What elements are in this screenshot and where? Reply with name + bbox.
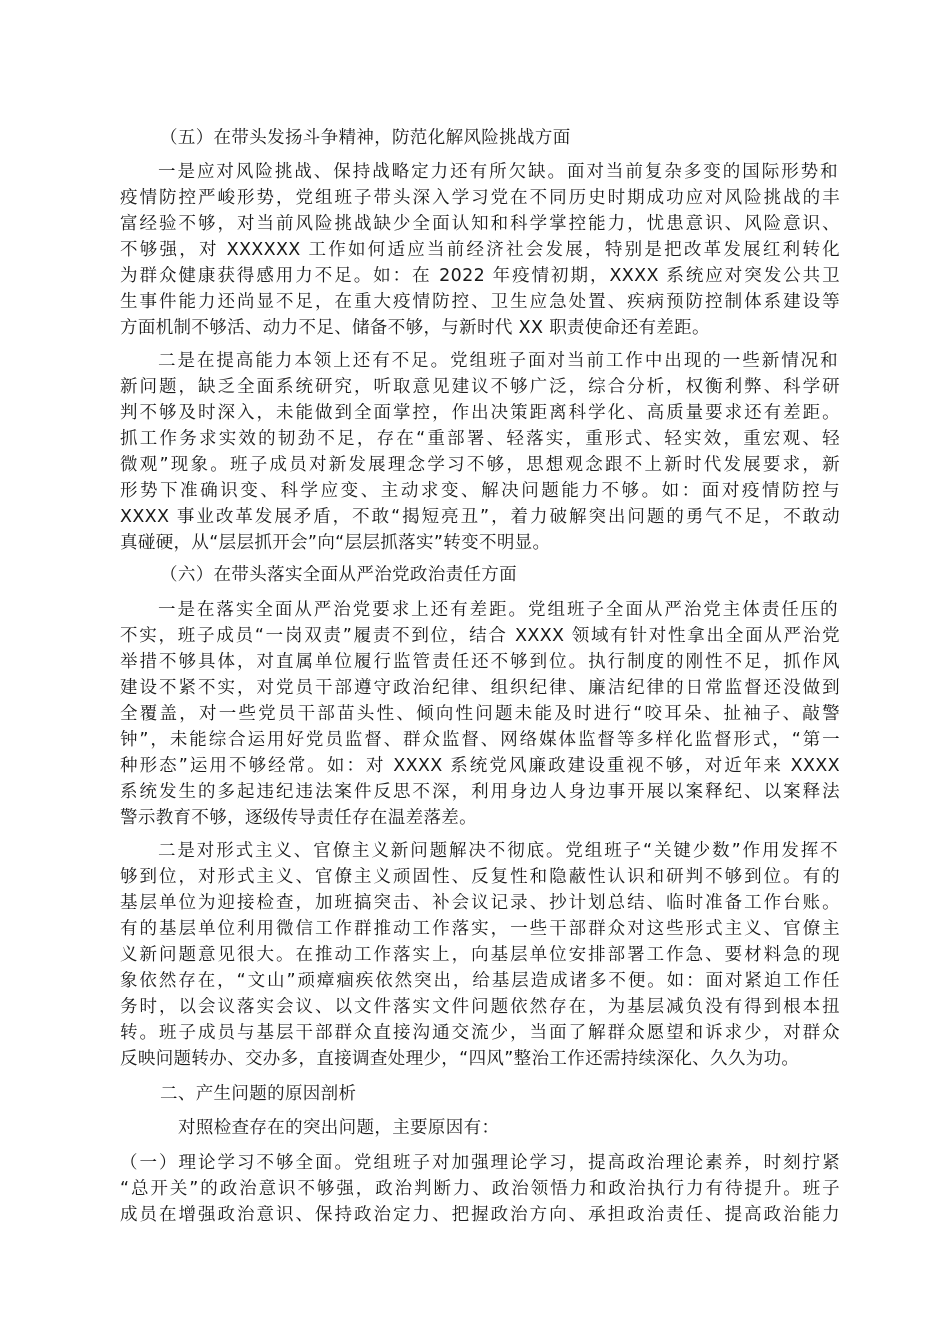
- paragraph-line: （一）理论学习不够全面。党组班子对加强理论学习，提高政治理论素养，时刻拧紧: [120, 1153, 840, 1173]
- paragraph-line: 反映问题转办、交办多，直接调查处理少，“四风”整治工作还需持续深化、久久为功。: [120, 1049, 800, 1069]
- paragraph-line: 真碰硬，从“层层抓开会”向“层层抓落实”转变不明显。: [120, 533, 551, 553]
- paragraph-line: 有的基层单位利用微信工作群推动工作落实，一些干部群众对这些形式主义、官僚主: [120, 919, 840, 939]
- paragraph-line: 判不够及时深入，未能做到全面掌控，作出决策距离科学化、高质量要求还有差距。: [120, 403, 840, 423]
- paragraph-line: 生事件能力还尚显不足，在重大疫情防控、卫生应急处置、疾病预防控制体系建设等: [120, 292, 840, 312]
- paragraph-line: 成员在增强政治意识、保持政治定力、把握政治方向、承担政治责任、提高政治能力: [120, 1205, 840, 1225]
- paragraph-line: 微观”现象。班子成员对新发展理念学习不够，思想观念跟不上新时代发展要求，新: [120, 455, 840, 475]
- paragraph-line: “总开关”的政治意识不够强，政治判断力、政治领悟力和政治执行力有待提升。班子: [120, 1179, 840, 1199]
- paragraph-line: 形势下准确识变、科学应变、主动求变、解决问题能力不够。如：面对疫情防控与: [120, 481, 840, 501]
- paragraph-line: 新问题，缺乏全面系统研究，听取意见建议不够广泛，综合分析，权衡利弊、科学研: [120, 377, 840, 397]
- paragraph-line: 为群众健康获得感用力不足。如：在 2022 年疫情初期，XXXX 系统应对突发公共卫: [120, 266, 840, 286]
- section-heading-6: （六）在带头落实全面从严治党政治责任方面: [160, 565, 517, 585]
- section-heading-5: （五）在带头发扬斗争精神，防范化解风险挑战方面: [160, 128, 571, 148]
- paragraph-line: 钟”，未能综合运用好党员监督、群众监督、网络媒体监督等多样化监督形式，“第一: [120, 730, 840, 750]
- paragraph-line: 疫情防控严峻形势，党组班子带头深入学习党在不同历史时期成功应对风险挑战的丰: [120, 188, 840, 208]
- paragraph-line: 够到位，对形式主义、官僚主义顽固性、反复性和隐蔽性认识和研判不够到位。有的: [120, 867, 840, 887]
- paragraph-line: 义新问题意见很大。在推动工作落实上，向基层单位安排部署工作急、要材料急的现: [120, 945, 840, 965]
- paragraph-line: 基层单位为迎接检查，加班搞突击、补会议记录、抄计划总结、临时准备工作台账。: [120, 893, 840, 913]
- paragraph-line: 象依然存在，“文山”顽瘴痼疾依然突出，给基层造成诸多不便。如：面对紧迫工作任: [120, 971, 840, 991]
- paragraph-line: 种形态”运用不够经常。如：对 XXXX 系统党风廉政建设重视不够，对近年来 XXXX: [120, 756, 840, 776]
- paragraph-line: 方面机制不够活、动力不足、储备不够，与新时代 XX 职责使命还有差距。: [120, 318, 710, 338]
- paragraph-line: 转。班子成员与基层干部群众直接沟通交流少，当面了解群众愿望和诉求少，对群众: [120, 1023, 840, 1043]
- paragraph-line: 二是对形式主义、官僚主义新问题解决不彻底。党组班子“关键少数”作用发挥不: [158, 841, 838, 861]
- paragraph-line: 建设不紧不实，对党员干部遵守政治纪律、组织纪律、廉洁纪律的日常监督还没做到: [120, 678, 840, 698]
- paragraph-line: 务时，以会议落实会议、以文件落实文件问题依然存在，为基层减负没有得到根本扭: [120, 997, 840, 1017]
- paragraph-line: 二是在提高能力本领上还有不足。党组班子面对当前工作中出现的一些新情况和: [158, 351, 838, 371]
- paragraph-line: 警示教育不够，逐级传导责任存在温差落差。: [120, 808, 477, 828]
- paragraph-line: 一是在落实全面从严治党要求上还有差距。党组班子全面从严治党主体责任压的: [158, 600, 838, 620]
- paragraph-line: 举措不够具体，对直属单位履行监管责任还不够到位。执行制度的刚性不足，抓作风: [120, 652, 840, 672]
- paragraph-line: 富经验不够，对当前风险挑战缺少全面认知和科学掌控能力，忧患意识、风险意识、: [120, 214, 840, 234]
- paragraph-line: 全覆盖，对一些党员干部苗头性、倾向性问题未能及时进行“咬耳朵、扯袖子、敲警: [120, 704, 840, 724]
- paragraph-line: XXXX 事业改革发展矛盾，不敢“揭短亮丑”，着力破解突出问题的勇气不足，不敢动: [120, 507, 840, 527]
- paragraph-line: 一是应对风险挑战、保持战略定力还有所欠缺。面对当前复杂多变的国际形势和: [158, 162, 838, 182]
- intro-line: 对照检查存在的突出问题，主要原因有：: [178, 1118, 500, 1138]
- chapter-heading: 二、产生问题的原因剖析: [160, 1084, 357, 1104]
- paragraph-line: 系统发生的多起违纪违法案件反思不深，利用身边人身边事开展以案释纪、以案释法: [120, 782, 840, 802]
- paragraph-line: 不实，班子成员“一岗双责”履责不到位，结合 XXXX 领域有针对性拿出全面从严治党: [120, 626, 840, 646]
- paragraph-line: 抓工作务求实效的韧劲不足，存在“重部署、轻落实，重形式、轻实效，重宏观、轻: [120, 429, 840, 449]
- paragraph-line: 不够强，对 XXXXXX 工作如何适应当前经济社会发展，特别是把改革发展红利转化: [120, 240, 840, 260]
